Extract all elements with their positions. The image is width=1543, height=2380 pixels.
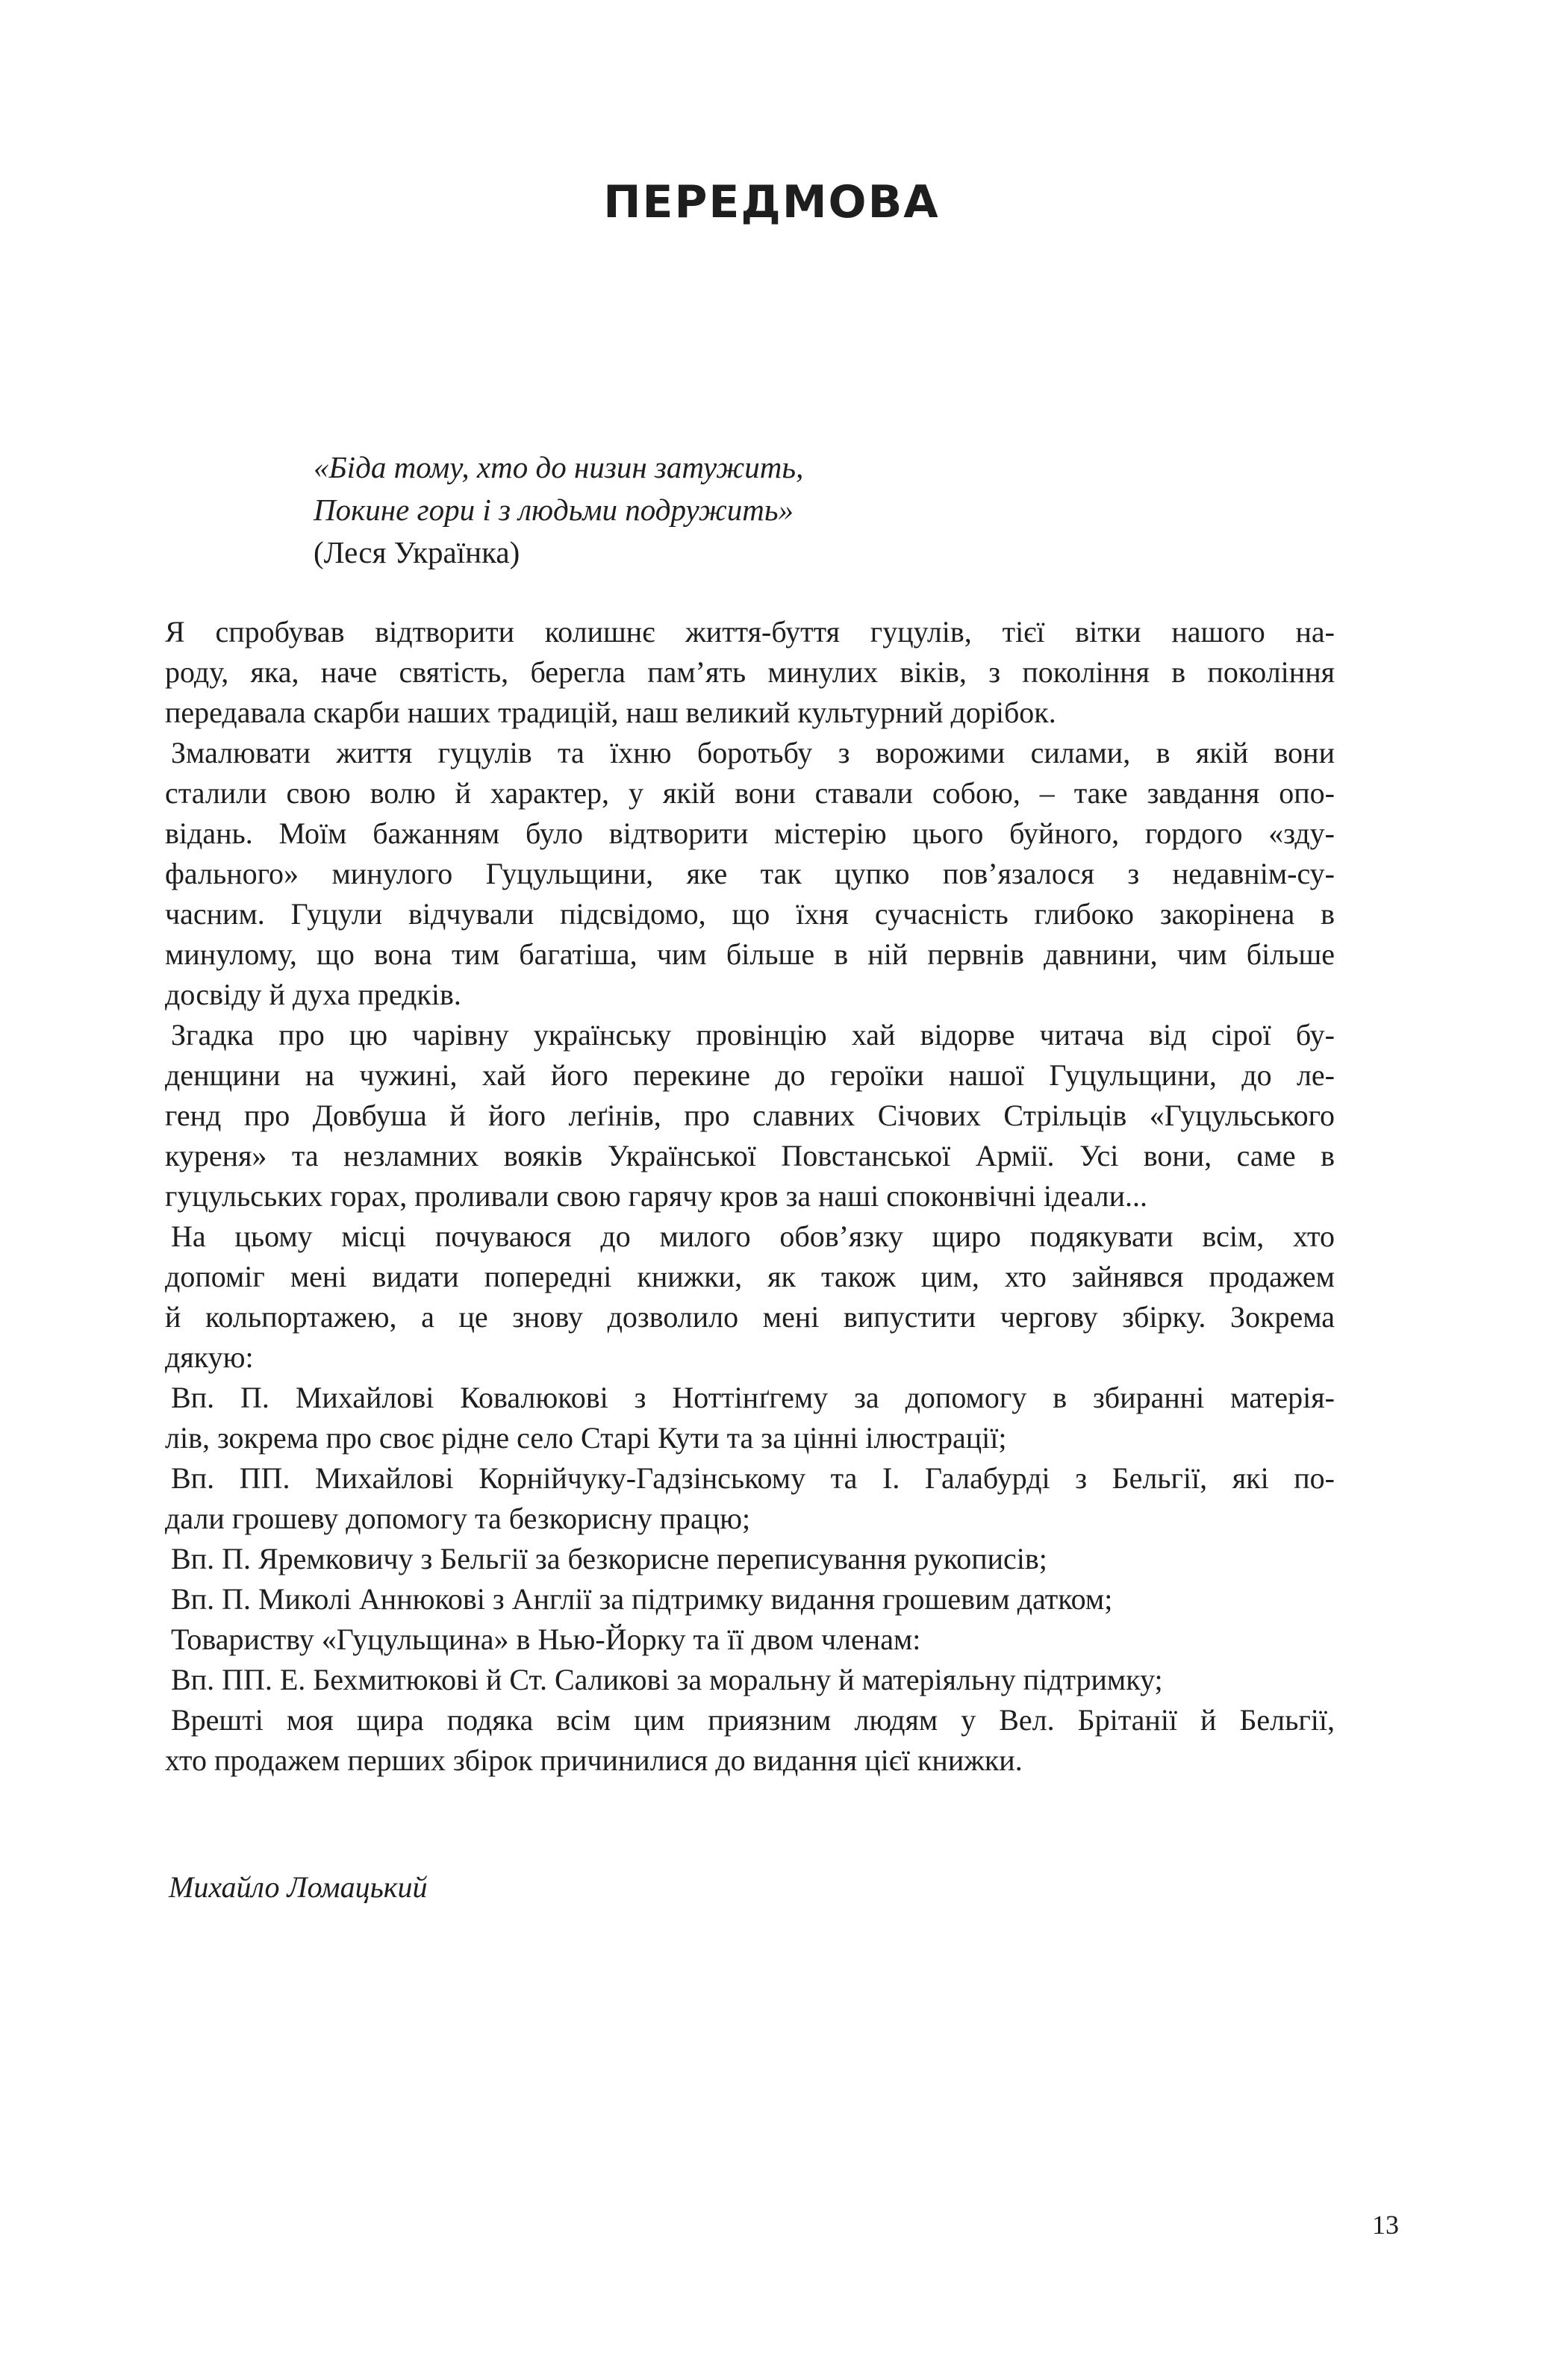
body-line: Вп. ПП. Е. Бехмитюкові й Ст. Саликові за моральну й матеріяльну підтримку; xyxy=(171,1663,1163,1696)
body-line: гуцульських горах, проливали свою гарячу кров за наші споконвічні ідеали... xyxy=(165,1179,1147,1213)
body-line: фального» минулого Гуцульщини, яке так цупко пов’язалося з недавнім-су- xyxy=(165,857,1335,890)
body-line: допоміг мені видати попередні книжки, як також цим, хто зайнявся продажем xyxy=(165,1260,1335,1293)
body-line: Змалювати життя гуцулів та їхню боротьбу з ворожими силами, в якій вони xyxy=(171,736,1335,769)
body-line: Товариству «Гуцульщина» в Нью-Йорку та її двом членам: xyxy=(171,1622,921,1656)
body-line: хто продажем перших збірок причинилися до видання цієї книжки. xyxy=(165,1743,1023,1777)
body-line: На цьому місці почуваюся до милого обов’язку щиро подякувати всім, хто xyxy=(171,1219,1335,1253)
body-line: сталили свою волю й характер, у якій вони ставали собою, – таке завдання опо- xyxy=(165,776,1335,810)
epigraph-verse-line: «Біда тому, хто до низин затужить, xyxy=(314,450,804,484)
epigraph-verse-line: Покине гори і з людьми подружить» xyxy=(314,493,794,527)
page-number: 13 xyxy=(1372,2210,1399,2240)
body-line: генд про Довбуша й його леґінів, про славних Січових Стрільців «Гуцульського xyxy=(165,1099,1335,1132)
author-signature: Михайло Ломацький xyxy=(169,1870,428,1904)
epigraph xyxy=(314,446,803,574)
body-line: денщини на чужині, хай його перекине до героїки нашої Гуцульщини, до ле- xyxy=(165,1058,1335,1092)
body-line: минулому, що вона тим багатіша, чим більше в ній первнів давнини, чим більше xyxy=(165,937,1335,971)
body-line: Вп. П. Яремковичу з Бельгії за безкорисне переписування рукописів; xyxy=(171,1542,1047,1575)
page-title: ПЕРЕДМОВА xyxy=(603,176,940,228)
body-line: лів, зокрема про своє рідне село Старі Кути та за цінні ілюстрації; xyxy=(165,1421,1007,1455)
body-line: дали грошеву допомогу та безкорисну працю; xyxy=(165,1502,751,1535)
body-line: Згадка про цю чарівну українську провінцію хай відорве читача від сірої бу- xyxy=(171,1018,1335,1052)
body-line: досвіду й духа предків. xyxy=(165,978,461,1011)
body-line: Врешті моя щира подяка всім цим приязним людям у Вел. Брітанії й Бельгії, xyxy=(171,1703,1335,1737)
preface-body xyxy=(165,612,1335,1781)
body-line: роду, яка, наче святість, берегла пам’ять минулих віків, з покоління в покоління xyxy=(165,655,1335,689)
body-line: відань. Моїм бажанням було відтворити містерію цього буйного, гордого «зду- xyxy=(165,816,1335,850)
epigraph-attribution: (Леся Українка) xyxy=(314,535,520,569)
body-line: передавала скарби наших традицій, наш великий культурний дорібок. xyxy=(165,696,1056,729)
body-line: дякую: xyxy=(165,1340,254,1374)
body-line: Вп. ПП. Михайлові Корнійчуку-Гадзінському та І. Галабурді з Бельгії, які по- xyxy=(171,1461,1335,1495)
body-line: Вп. П. Михайлові Ковалюкові з Ноттінґгему за допомогу в збиранні матерія- xyxy=(171,1381,1335,1414)
body-line: куреня» та незламних вояків Української Повстанської Армії. Усі вони, саме в xyxy=(165,1139,1335,1172)
body-line: Я спробував відтворити колишнє життя-буття гуцулів, тієї вітки нашого на- xyxy=(165,615,1335,649)
body-line: й кольпортажею, а це знову дозволило мені випустити чергову збірку. Зокрема xyxy=(165,1300,1335,1334)
body-line: Вп. П. Миколі Аннюкові з Англії за підтримку видання грошевим датком; xyxy=(171,1582,1113,1616)
body-line: часним. Гуцули відчували підсвідомо, що їхня сучасність глибоко закорінена в xyxy=(165,897,1335,931)
